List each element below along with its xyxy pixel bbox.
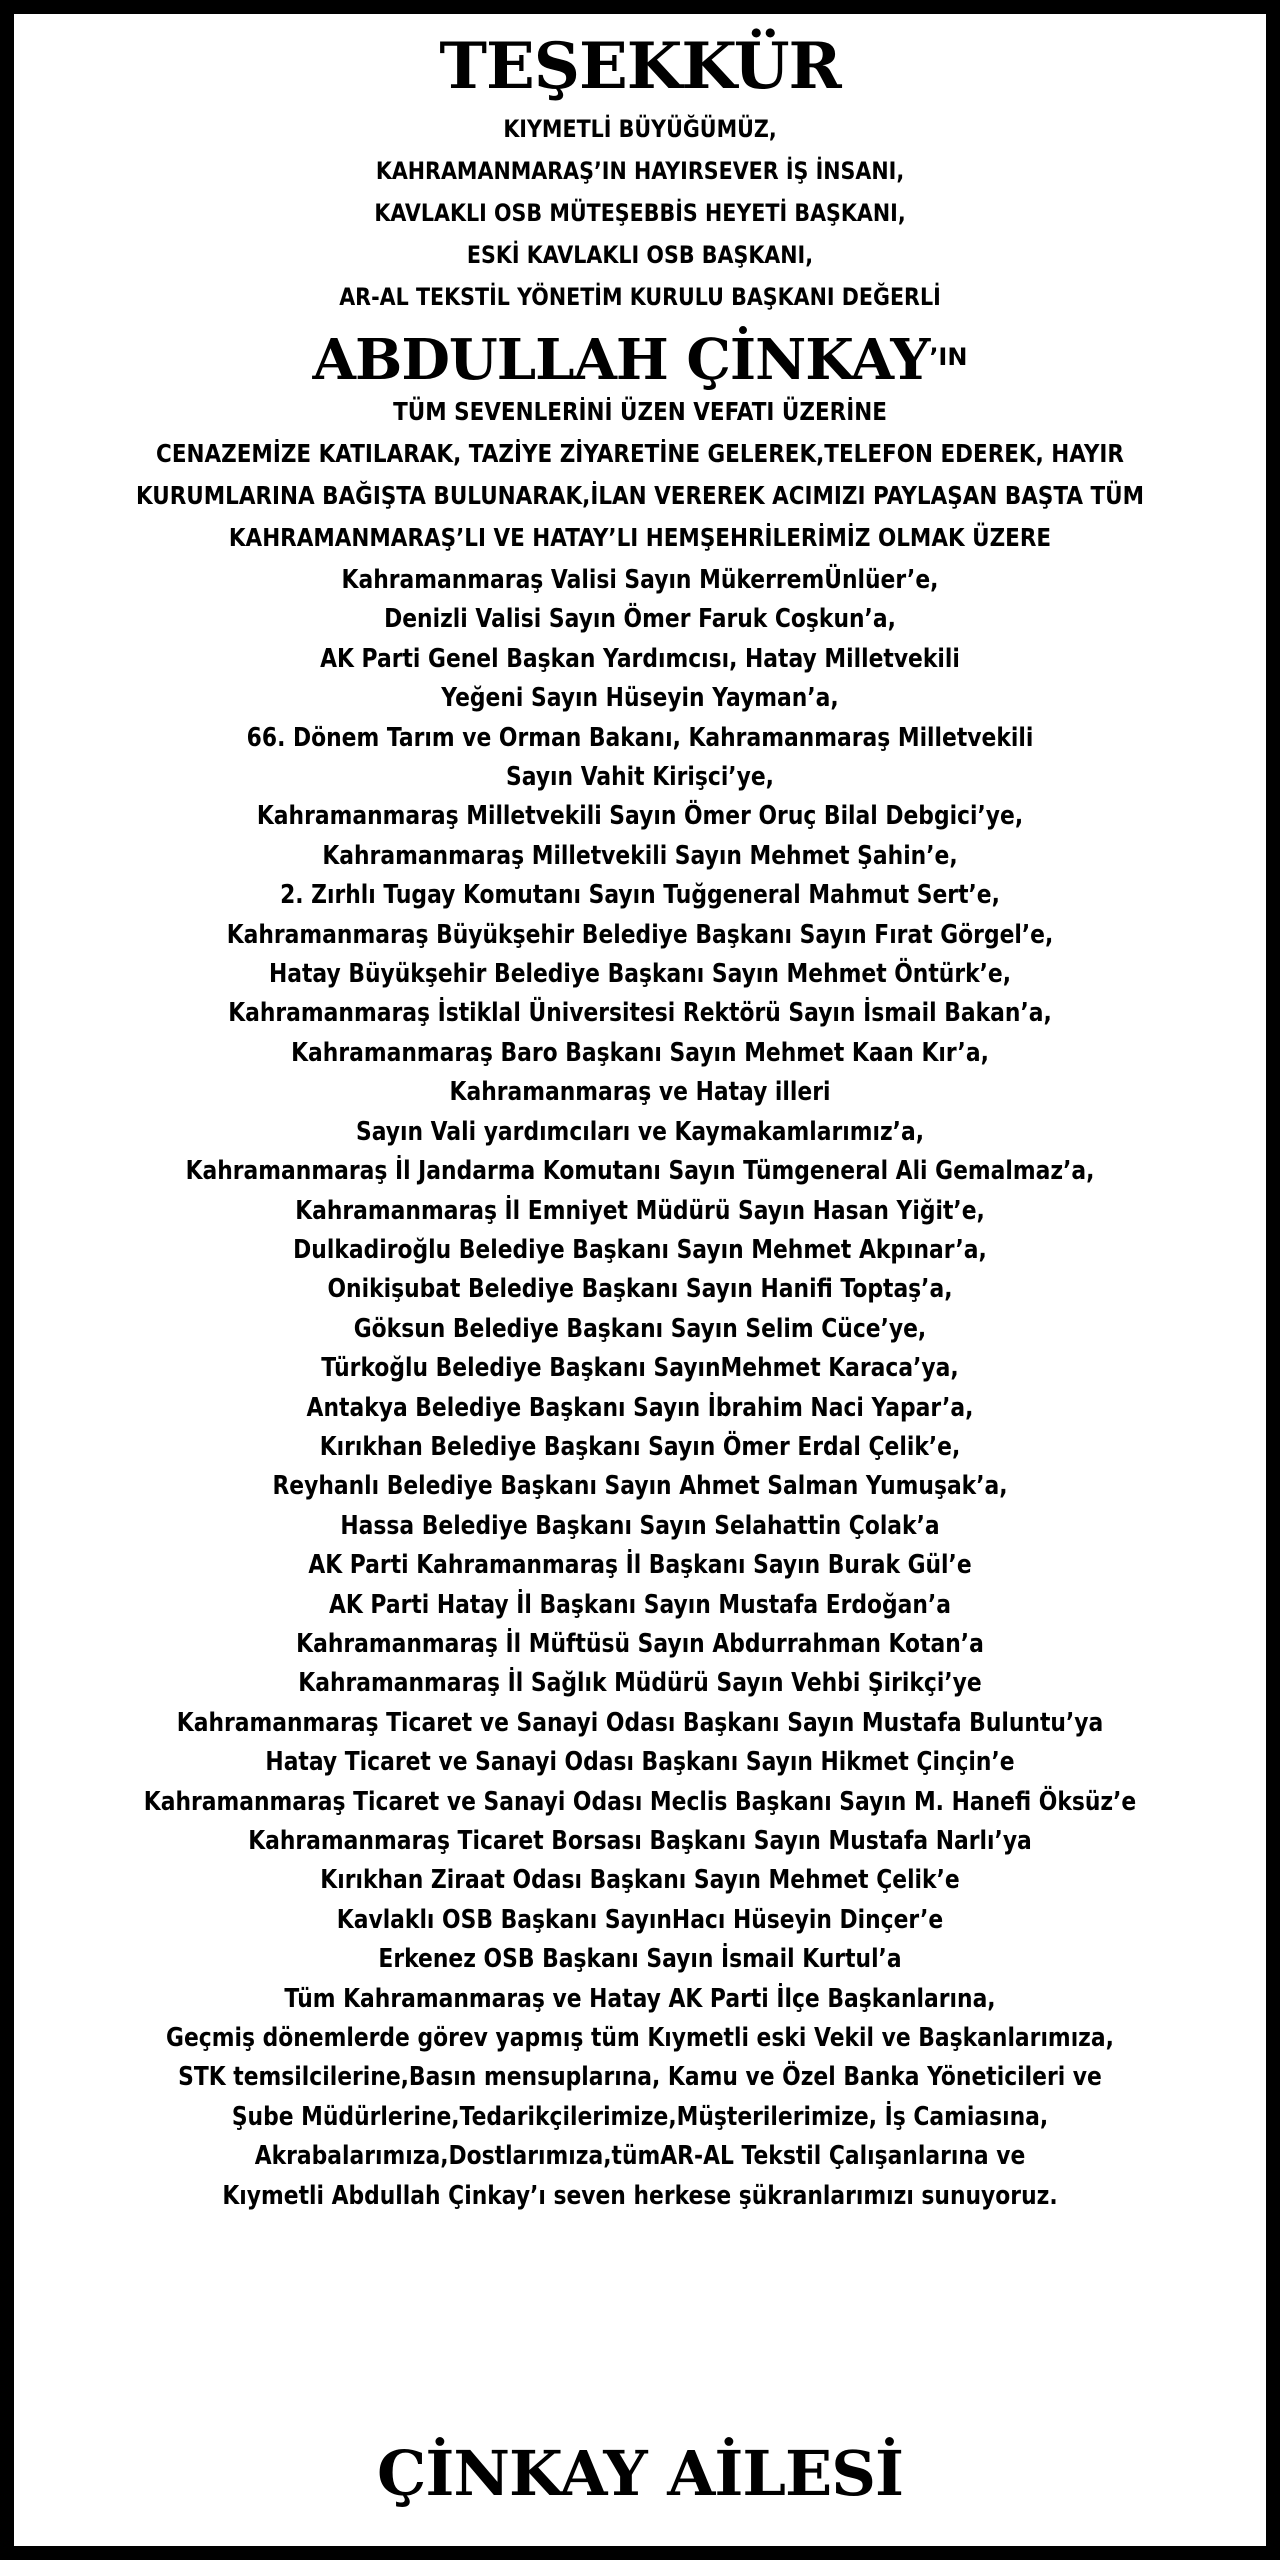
thanks-line: Kahramanmaraş Ticaret ve Sanayi Odası Meclis Başkanı Sayın M. Hanefi Öksüz’e [143, 1786, 1137, 1817]
page-title: TEŞEKKÜR [439, 29, 841, 104]
thanks-line: Geçmiş dönemlerde görev yapmış tüm Kıymetli eski Vekil ve Başkanlarımıza, [166, 2023, 1114, 2054]
thanks-line: Hatay Ticaret ve Sanayi Odası Başkanı Sayın Hikmet Çinçin’e [265, 1747, 1015, 1778]
thanks-line: Kahramanmaraş Baro Başkanı Sayın Mehmet Kaan Kır’a, [291, 1037, 989, 1068]
thanks-line: Kahramanmaraş Milletvekili Sayın Mehmet Şahin’e, [322, 840, 958, 871]
thanks-line: Yeğeni Sayın Hüseyin Yayman’a, [441, 683, 839, 714]
thanks-line: Kıymetli Abdullah Çinkay’ı seven herkese şükranlarımızı sunuyoruz. [222, 2180, 1058, 2211]
thanks-line: Kırıkhan Ziraat Odası Başkanı Sayın Mehmet Çelik’e [320, 1865, 960, 1896]
intro-line: TÜM SEVENLERİNİ ÜZEN VEFATI ÜZERİNE [393, 397, 887, 426]
thanks-line: Kahramanmaraş İl Sağlık Müdürü Sayın Vehbi Şirikçi’ye [298, 1668, 982, 1699]
deceased-name-line [14, 326, 1266, 391]
thanks-line: STK temsilcilerine,Basın mensuplarına, Kamu ve Özel Banka Yöneticileri ve [178, 2062, 1102, 2093]
thanks-line: Kahramanmaraş İl Müftüsü Sayın Abdurrahman Kotan’a [296, 1628, 984, 1659]
thanks-line: Hassa Belediye Başkanı Sayın Selahattin Çolak’a [340, 1510, 940, 1541]
thanks-line: Sayın Vali yardımcıları ve Kaymakamlarımız’a, [356, 1116, 924, 1147]
thanks-line: Kavlaklı OSB Başkanı SayınHacı Hüseyin Dinçer’e [336, 1904, 944, 1935]
header-line: ESKİ KAVLAKLI OSB BAŞKANI, [466, 241, 814, 269]
thanks-line: Kahramanmaraş Ticaret Borsası Başkanı Sayın Mustafa Narlı’ya [248, 1826, 1032, 1856]
thanks-line: Tüm Kahramanmaraş ve Hatay AK Parti İlçe Başkanlarına, [284, 1983, 996, 2014]
thanks-line: Erkenez OSB Başkanı Sayın İsmail Kurtul’a [378, 1944, 902, 1975]
intro-lines [14, 391, 1266, 559]
thanks-line: Göksun Belediye Başkanı Sayın Selim Cüce’ye, [353, 1313, 927, 1344]
header-line: AR-AL TEKSTİL YÖNETİM KURULU BAŞKANI DEĞERLİ [339, 283, 941, 311]
thanks-line: AK Parti Hatay İl Başkanı Sayın Mustafa Erdoğan’a [328, 1589, 951, 1620]
thanks-line: Kahramanmaraş İstiklal Üniversitesi Rektörü Sayın İsmail Bakan’a, [228, 998, 1052, 1029]
thanks-line: Antakya Belediye Başkanı Sayın İbrahim Naci Yapar’a, [306, 1392, 974, 1423]
intro-line: CENAZEMİZE KATILARAK, TAZİYE ZİYARETİNE GELEREK,TELEFON EDEREK, HAYIR [156, 439, 1124, 468]
intro-line: KAHRAMANMARAŞ’LI VE HATAY’LI HEMŞEHRİLERİMİZ OLMAK ÜZERE [228, 523, 1052, 552]
family-signature: ÇİNKAY AİLESİ [377, 2437, 903, 2510]
thanks-line: Reyhanlı Belediye Başkanı Sayın Ahmet Salman Yumuşak’a, [272, 1471, 1008, 1502]
thanks-line: 2. Zırhlı Tugay Komutanı Sayın Tuğgeneral Mahmut Sert’e, [280, 880, 1000, 911]
thanks-line: Onikişubat Belediye Başkanı Sayın Hanifi Toptaş’a, [327, 1274, 953, 1305]
thanks-line: Kahramanmaraş İl Emniyet Müdürü Sayın Hasan Yiğit’e, [295, 1195, 985, 1226]
thanks-line: Türkoğlu Belediye Başkanı SayınMehmet Karaca’ya, [321, 1353, 959, 1384]
thanks-line: Akrabalarımıza,Dostlarımıza,tümAR-AL Tekstil Çalışanlarına ve [254, 2141, 1026, 2172]
header-line: KAHRAMANMARAŞ’IN HAYIRSEVER İŞ İNSANI, [375, 157, 905, 185]
thanks-line: AK Parti Kahramanmaraş İl Başkanı Sayın Burak Gül’e [308, 1550, 972, 1581]
header-lines [14, 108, 1266, 318]
thanks-line: Kahramanmaraş Milletvekili Sayın Ömer Oruç Bilal Debgici’ye, [256, 801, 1024, 832]
thanks-line: Kahramanmaraş Büyükşehir Belediye Başkanı Sayın Fırat Görgel’e, [226, 919, 1054, 950]
thanks-line: Kahramanmaraş İl Jandarma Komutanı Sayın Tümgeneral Ali Gemalmaz’a, [185, 1156, 1095, 1187]
thanks-line: Hatay Büyükşehir Belediye Başkanı Sayın Mehmet Öntürk’e, [268, 959, 1012, 990]
thanks-line: AK Parti Genel Başkan Yardımcısı, Hatay Milletvekili [320, 643, 960, 674]
thanks-line: Kahramanmaraş Ticaret ve Sanayi Odası Başkanı Sayın Mustafa Buluntu’ya [176, 1707, 1104, 1738]
intro-line: KURUMLARINA BAĞIŞTA BULUNARAK,İLAN VEREREK ACIMIZI PAYLAŞAN BAŞTA TÜM [135, 481, 1145, 510]
thanks-line: Kahramanmaraş ve Hatay illeri [449, 1077, 831, 1108]
thanks-line: Sayın Vahit Kirişci’ye, [506, 762, 774, 793]
thanks-line: 66. Dönem Tarım ve Orman Bakanı, Kahramanmaraş Milletvekili [246, 722, 1034, 753]
header-line: KAVLAKLI OSB MÜTEŞEBBİS HEYETİ BAŞKANI, [374, 199, 906, 227]
deceased-name: ABDULLAH ÇİNKAY [312, 327, 930, 393]
thanks-line: Kırıkhan Belediye Başkanı Sayın Ömer Erdal Çelik’e, [319, 1431, 961, 1462]
thanks-list [14, 561, 1266, 2216]
thanks-line: Denizli Valisi Sayın Ömer Faruk Coşkun’a, [384, 604, 896, 635]
deceased-name-suffix: ’IN [929, 343, 968, 371]
thanks-line: Şube Müdürlerine,Tedarikçilerimize,Müşterilerimize, İş Camiasına, [231, 2101, 1049, 2132]
thanks-line: Kahramanmaraş Valisi Sayın MükerremÜnlüer’e, [341, 565, 939, 595]
header-line: KIYMETLİ BÜYÜĞÜMÜZ, [503, 115, 777, 143]
thanks-line: Dulkadiroğlu Belediye Başkanı Sayın Mehmet Akpınar’a, [293, 1234, 987, 1265]
